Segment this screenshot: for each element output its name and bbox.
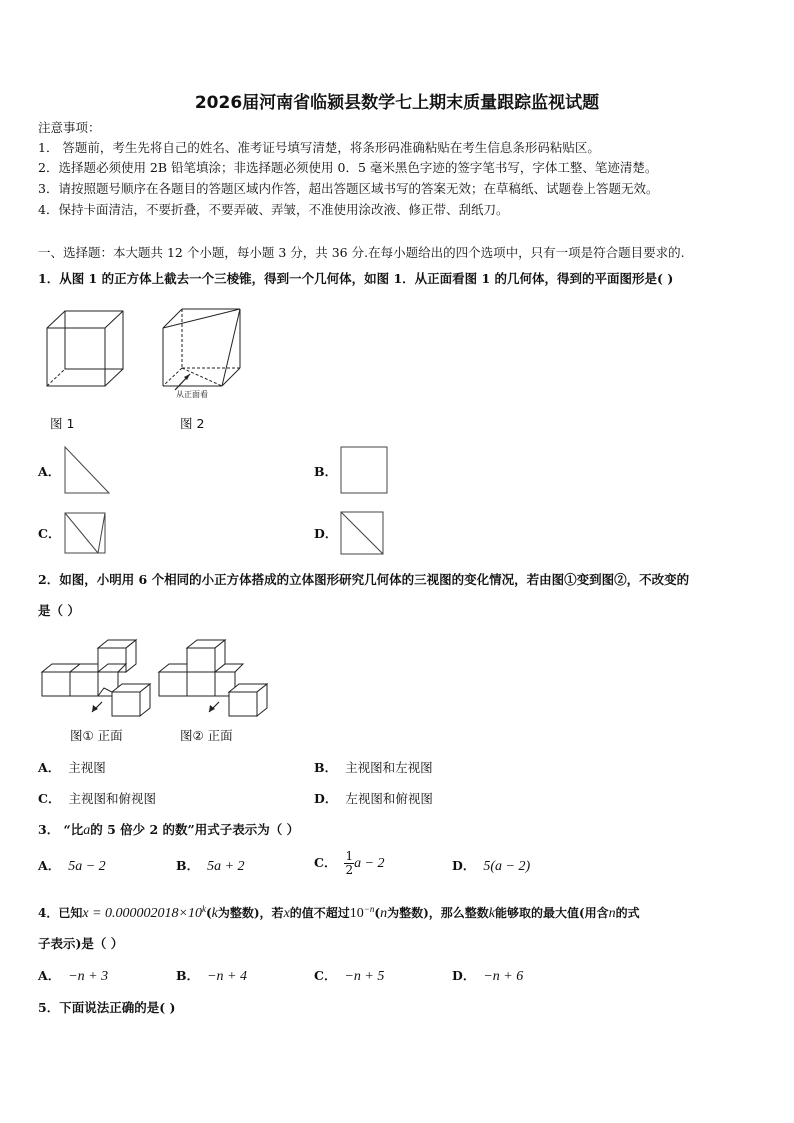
q4-option-d[interactable] <box>452 968 523 985</box>
q3-option-b-label: B． <box>176 858 200 873</box>
q3-option-c-numerator: 1 <box>345 849 354 863</box>
q4-var-n2: n <box>608 906 616 921</box>
q4-text-2: ( <box>205 906 212 920</box>
notice-item-1: 1． 答题前，考生先将自己的姓名、准考证号填写清楚，将条形码准确粘贴在考生信息条形码粘贴区。 <box>38 140 600 155</box>
notice-heading: 注意事项： <box>38 120 101 135</box>
q4-exp-k: k <box>201 904 206 914</box>
q3-option-c-label: C． <box>314 855 337 870</box>
section-heading: 一、选择题：本大题共 12 个小题，每小题 3 分，共 36 分.在每小题给出的四个选项中，只有一项是符合题目要求的. <box>38 245 685 260</box>
q2-option-d-text: 左视图和俯视图 <box>345 791 433 806</box>
q3-option-c-denominator: 2 <box>345 863 354 877</box>
q3-option-a-expr: 5a − 2 <box>68 859 106 874</box>
q1-option-b-label: B． <box>314 464 338 479</box>
q1-fig1-caption: 图 1 <box>50 416 75 431</box>
q1-option-d-label: D． <box>314 526 338 541</box>
q4-option-b[interactable] <box>176 968 247 985</box>
q3-stem-prefix: 3． “比 <box>38 822 84 837</box>
q2-stem-line2: 是（ ） <box>38 603 80 618</box>
q4-text-1: 4．已知 <box>38 906 83 920</box>
q4-option-c-label: C． <box>314 968 337 983</box>
q2-option-c[interactable] <box>38 791 156 807</box>
q1-option-a-label: A． <box>38 464 61 479</box>
q3-option-a-label: A． <box>38 858 61 873</box>
q4-ten: 10 <box>349 906 364 921</box>
q1-figure-1-cube <box>44 308 128 388</box>
q2-option-b-label: B． <box>314 760 338 775</box>
q2-option-d[interactable] <box>314 791 433 807</box>
page-title: 2026届河南省临颍县数学七上期末质量跟踪监视试题 <box>194 93 600 113</box>
q4-option-d-label: D． <box>452 968 476 983</box>
q4-text-7: 能够取的最大值(用含 <box>494 906 609 920</box>
q4-var-k: k <box>211 906 218 921</box>
q3-option-d[interactable] <box>452 858 530 875</box>
q2-option-b[interactable] <box>314 760 433 776</box>
q4-option-c[interactable] <box>314 968 384 985</box>
q1-arrow-label: 从正面看 <box>176 390 208 399</box>
q3-option-b[interactable] <box>176 858 245 875</box>
q2-fig2-caption: 图② 正面 <box>180 728 233 743</box>
q3-option-a[interactable] <box>38 858 106 875</box>
q4-var-n: n <box>380 906 388 921</box>
q2-figure-2-cubes <box>157 638 267 720</box>
q4-option-d-expr: −n + 6 <box>483 969 524 984</box>
q4-text-3: 为整数)，若 <box>217 906 284 920</box>
q4-var-k2: k <box>488 906 495 921</box>
q5-stem: 5．下面说法正确的是( ) <box>38 1000 176 1015</box>
q1-option-b-square[interactable] <box>340 446 388 494</box>
q2-option-d-label: D． <box>314 791 338 806</box>
q2-option-a-text: 主视图 <box>68 760 106 775</box>
q3-var-a: a <box>83 823 91 838</box>
q1-stem: 1．从图 1 的正方体上截去一个三棱锥，得到一个几何体，如图 1．从正面看图 1 的几何体，得到的平面图形是( ) <box>38 271 674 286</box>
notice-item-2: 2．选择题必须使用 2B 铅笔填涂；非选择题必须使用 0．5 毫米黑色字迹的签字笔书写，字体工整、笔迹清楚。 <box>38 160 658 175</box>
q3-stem <box>38 822 299 839</box>
notice-item-4: 4．保持卡面清洁，不要折叠，不要弄破、弄皱，不准使用涂改液、修正带、刮纸刀。 <box>38 202 509 217</box>
q4-text-6: 为整数)，那么整数 <box>387 906 489 920</box>
q4-stem-line1 <box>38 901 640 922</box>
q2-figure-1-cubes <box>40 638 150 720</box>
q2-option-c-text: 主视图和俯视图 <box>68 791 156 806</box>
q4-text-5: ( <box>374 906 381 920</box>
q4-option-a-label: A． <box>38 968 61 983</box>
q4-var-x: x <box>283 906 290 921</box>
q4-option-b-label: B． <box>176 968 200 983</box>
q4-option-c-expr: −n + 5 <box>344 969 385 984</box>
q1-option-c-shape[interactable] <box>64 512 106 554</box>
q4-text-4: 的值不超过 <box>289 906 350 920</box>
q4-exp-n: −n <box>363 904 375 914</box>
q3-stem-suffix: 的 5 倍少 2 的数”用式子表示为（ ） <box>90 822 300 837</box>
q2-stem-line1: 2．如图，小明用 6 个相同的小正方体搭成的立体图形研究几何体的三视图的变化情况，若由图①变到图②，不改变的 <box>38 572 690 587</box>
q1-figure-2-cut-cube <box>160 306 250 390</box>
q2-option-a-label: A． <box>38 760 61 775</box>
q3-option-c-expr: a − 2 <box>354 856 385 871</box>
q4-option-a[interactable] <box>38 968 108 985</box>
q3-option-d-label: D． <box>452 858 476 873</box>
q1-fig2-caption: 图 2 <box>180 416 205 431</box>
q2-option-b-text: 主视图和左视图 <box>345 760 433 775</box>
q3-option-c[interactable] <box>314 850 385 877</box>
q1-option-d-shape[interactable] <box>340 511 384 555</box>
q4-stem-line2: 子表示)是（ ） <box>38 936 124 951</box>
q4-text-8: 的式 <box>615 906 640 920</box>
q1-option-a-triangle[interactable] <box>64 446 110 494</box>
q3-option-d-expr: 5(a − 2) <box>483 859 531 874</box>
q4-option-a-expr: −n + 3 <box>68 969 109 984</box>
q4-expr-x: x = 0.000002018×10 <box>82 906 202 921</box>
q2-option-a[interactable] <box>38 760 106 776</box>
q1-option-c-label: C． <box>38 526 61 541</box>
q2-fig1-caption: 图① 正面 <box>70 728 123 743</box>
q3-option-c-fraction <box>344 850 354 877</box>
q2-option-c-label: C． <box>38 791 61 806</box>
q3-option-b-expr: 5a + 2 <box>207 859 245 874</box>
notice-item-3: 3．请按照题号顺序在各题目的答题区域内作答，超出答题区域书写的答案无效；在草稿纸、试题卷上答题无效。 <box>38 181 659 196</box>
q4-option-b-expr: −n + 4 <box>207 969 247 984</box>
